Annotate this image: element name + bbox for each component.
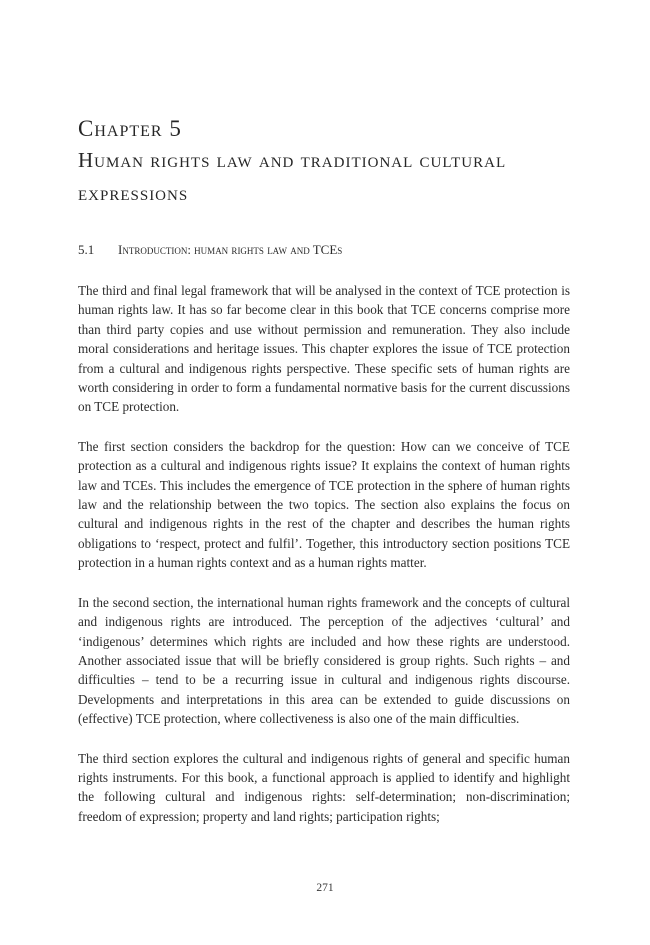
chapter-label: Chapter 5 [78,116,182,141]
paragraph-3: In the second section, the international human rights framework and the concepts of cultural and indigenous rights are introduced. The perception of the adjectives ‘cultural’ and ‘indigenous’ determines which rights are included and how these rights are understood. Another associated issue that will be briefly considered is group rights. Such rights – and difficulties – tend to be a recurring issue in cultural and indigenous rights discourse. Developments and interpretations in this area can be extended to guide discussions on (effective) TCE protection, where collectiveness is also one of the main difficulties. [78,594,570,727]
section-number: 5.1 [78,242,95,257]
body-text [78,281,570,846]
paragraph-1: The third and final legal framework that will be analysed in the context of TCE protection is human rights law. It has so far become clear in this book that TCE concerns comprise more than third party copies and use without permission and remuneration. They also include moral considerations and heritage issues. This chapter explores the issue of TCE protection from a cultural and indigenous rights perspective. These specific sets of human rights are worth considering in order to form a fundamental normative basis for the current discussions on TCE protection. [78,283,570,415]
chapter-title: Human rights law and traditional cultural expressions [78,148,507,205]
page-number: 271 [316,882,334,894]
paragraph-2: The first section considers the backdrop for the question: How can we conceive of TCE protection as a cultural and indigenous rights issue? It explains the context of human rights law and TCEs. This includes the emergence of TCE protection in the sphere of human rights law and the relationship between the two topics. The section also explains the focus on cultural and indigenous rights in the rest of the chapter and describes the human rights obligations to ‘respect, protect and fulfil’. Together, this introductory section positions TCE protection in a human rights context and as a human rights matter. [78,438,570,571]
section-heading [78,241,578,259]
section-title: Introduction: human rights law and TCEs [118,242,343,257]
paragraph-4: The third section explores the cultural and indigenous rights of general and specific human rights instruments. For this book, a functional approach is applied to identify and highlight the following cultural and indigenous rights: self-determination; non-discrimination; freedom of expression; property and land rights; participation rights; [78,750,570,824]
